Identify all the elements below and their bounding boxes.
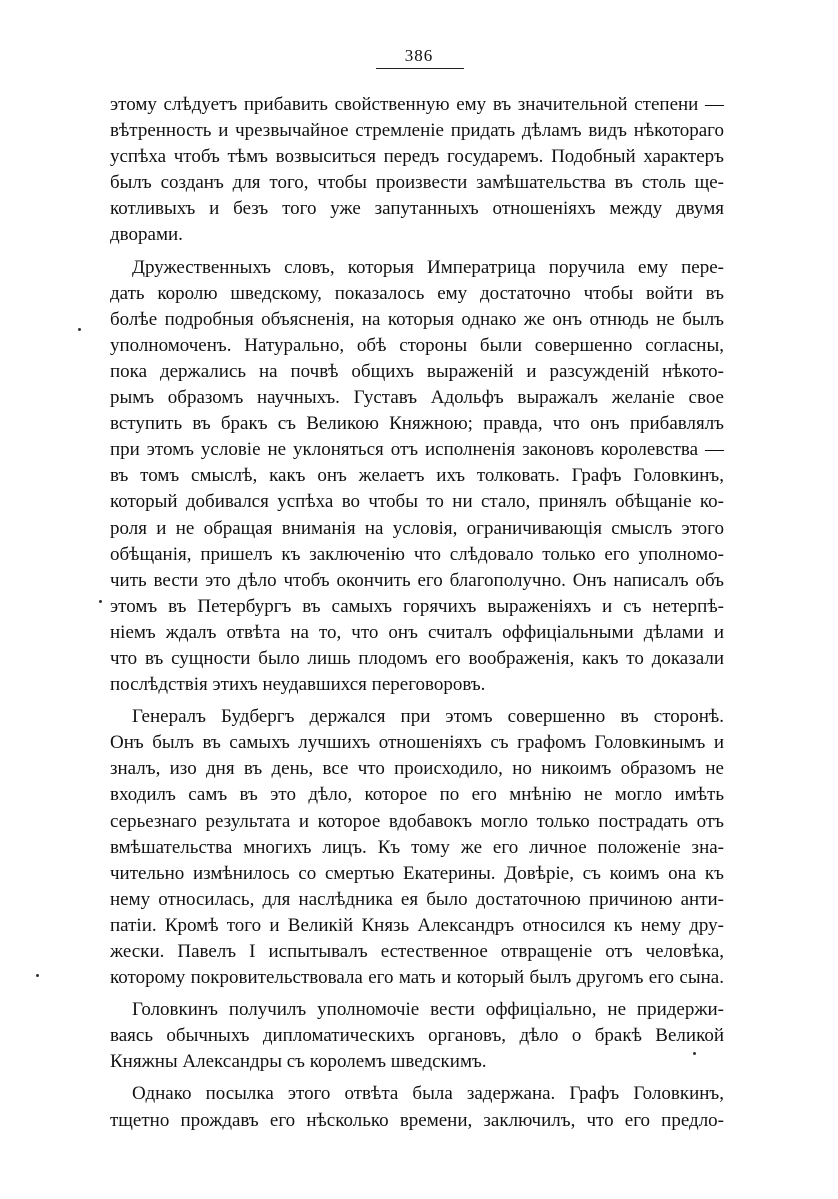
text-line: при этомъ условіе не уклоняться отъ исполненія законовъ королевства — [110,439,724,461]
text-line: былъ созданъ для того, чтобы произвести замѣшательства въ столь ще- [110,172,724,194]
text-line: серьезнаго результата и которое вдобавокъ могло только пострадать отъ [110,810,724,832]
text-line: Онъ былъ въ самыхъ лучшихъ отношеніяхъ съ графомъ Головкинымъ и [110,732,724,754]
text-line: этому слѣдуетъ прибавить свойственную ему въ значительной степени — [110,94,724,115]
text-line: ваясь обычныхъ дипломатическихъ органовъ, дѣло о бракѣ Великой [110,1025,724,1047]
text-line: Головкинъ получилъ уполномочіе вести оффиціально, не придержи- [132,999,724,1021]
text-line: Однако посылка этого отвѣта была задержана. Графъ Головкинъ, [132,1083,724,1105]
text-line: нему относилась, для наслѣдника ея было достаточною причиною анти- [110,888,724,910]
text-line: патіи. Кромѣ того и Великій Князь Александръ относился къ нему дру- [110,914,724,936]
margin-speck [99,600,102,603]
text-line: жески. Павелъ I испытывалъ естественное отвращеніе отъ человѣка, [110,941,724,962]
text-line: Дружественныхъ словъ, которыя Императрица поручила ему пере- [132,256,724,278]
page-number-rule [376,68,464,69]
paragraph [110,92,724,249]
text-line: дать королю шведскому, показалось ему достаточно чтобы войти въ [110,282,724,304]
paragraph [110,997,724,1075]
text-line: роля и не обращая вниманія на условія, ограничивающія смыслъ этого [110,517,724,539]
text-line: рымъ образомъ научныхъ. Густавъ Адольфъ выражалъ желаніе свое [110,387,724,409]
text-line: чительно измѣнилось со смертью Екатерины. Довѣріе, съ коимъ она къ [110,862,724,884]
text-line: успѣха чтобъ тѣмъ возвыситься передъ государемъ. Подобный характеръ [110,146,724,168]
text-line: болѣе подробныя объясненія, на которыя однако же онъ отнюдь не былъ [110,308,724,330]
text-line: вступить въ бракъ съ Великою Княжною; правда, что онъ прибавлялъ [110,413,724,435]
text-line: уполномоченъ. Натурально, обѣ стороны были совершенно согласны, [110,334,724,356]
text-line: что въ сущности было лишь плодомъ его воображенія, какъ то доказали [110,647,724,669]
margin-speck [78,328,81,331]
text-line: ніемъ ждалъ отвѣта на то, что онъ считалъ оффиціальными дѣлами и [110,621,724,643]
text-line: тщетно прождавъ его нѣсколько времени, заключилъ, что его предло- [110,1109,724,1131]
paragraph [110,255,724,699]
text-line: которому покровительствовала его мать и который былъ другомъ его сына. [110,967,724,989]
text-line: въ томъ смыслѣ, какъ онъ желаетъ ихъ толковать. Графъ Головкинъ, [110,465,724,487]
text-line: этомъ въ Петербургъ въ самыхъ горячихъ выраженіяхъ и съ нетерпѣ- [110,595,724,617]
text-line: послѣдствія этихъ неудавшихся переговоровъ. [110,674,486,696]
paragraph [110,704,724,991]
text-line: пока держались на почвѣ общихъ выраженій и разсужденій нѣкото- [110,360,724,382]
text-line: зналъ, изо дня въ день, все что происходило, но никоимъ образомъ не [110,758,724,780]
text-line: вѣтренность и чрезвычайное стремленіе придать дѣламъ видъ нѣкотораго [110,120,724,142]
margin-speck [36,974,39,977]
text-line: обѣщанія, пришелъ къ заключенію что слѣдовало только его уполномо- [110,543,724,565]
text-line: котливыхъ и безъ того уже запутанныхъ отношеніяхъ между двумя [110,198,724,220]
text-line: входилъ самъ въ это дѣло, которое по его мнѣнію не могло имѣть [110,784,724,806]
body-text [110,92,724,1134]
text-line: дворами. [110,224,183,246]
text-line: Княжны Александры съ королемъ шведскимъ. [110,1051,487,1073]
text-line: вмѣшательства многихъ лицъ. Къ тому же его личное положеніе зна- [110,836,724,858]
text-line: чить вести это дѣло чтобъ окончить его благополучно. Онъ написалъ объ [110,569,724,591]
margin-speck [693,1052,696,1055]
text-line: Генералъ Будбергъ держался при этомъ совершенно въ сторонѣ. [132,706,724,728]
page-number: 386 [404,46,434,65]
text-line: который добивался успѣха во чтобы то ни стало, принялъ обѣщаніе ко- [110,491,724,513]
paragraph [110,1081,724,1133]
